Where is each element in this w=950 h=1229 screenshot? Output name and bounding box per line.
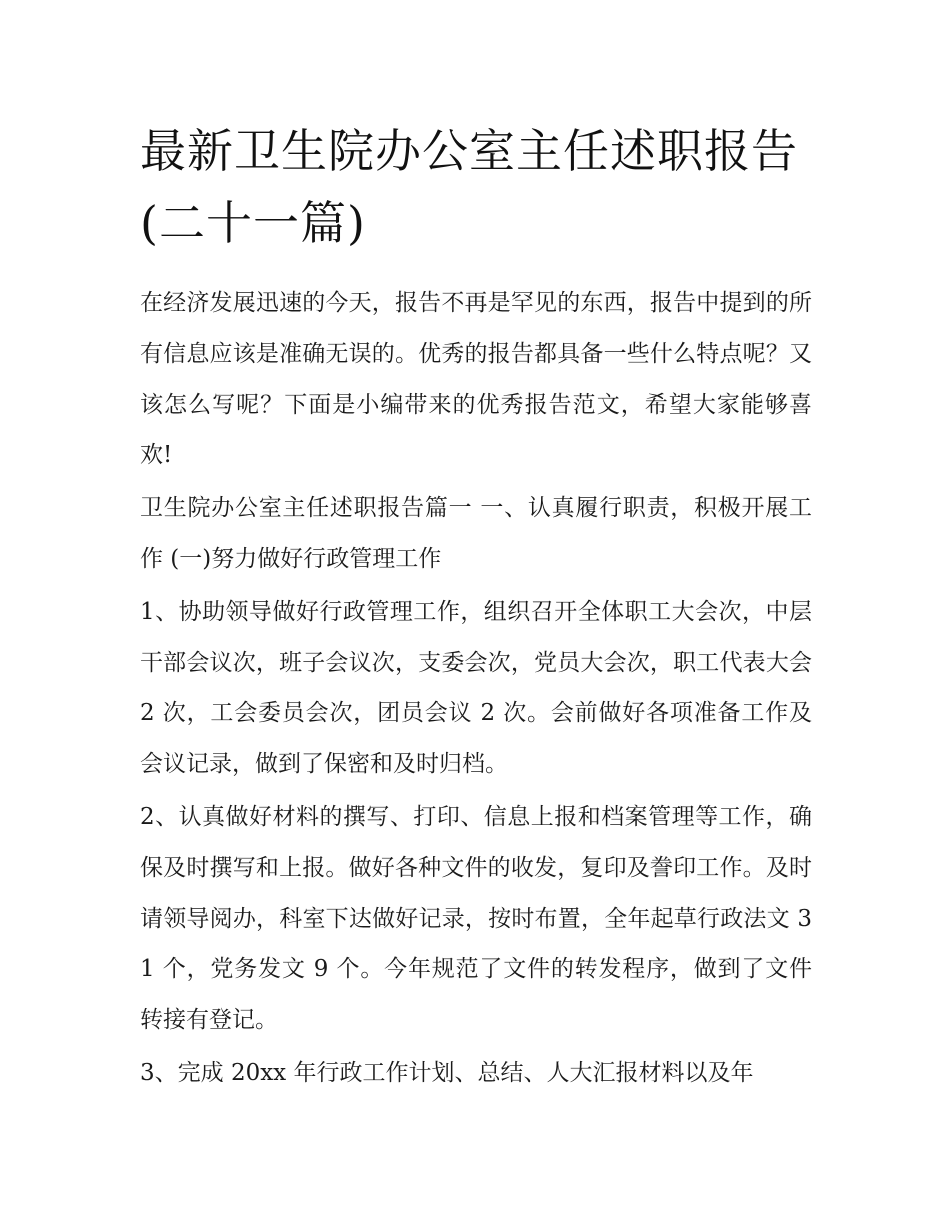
paragraph-section-heading: 卫生院办公室主任述职报告篇一 一、认真履行职责，积极开展工作 (一)努力做好行政管理工作 — [140, 495, 812, 572]
document-body — [140, 278, 812, 1101]
paragraph-intro: 在经济发展迅速的今天，报告不再是罕见的东西，报告中提到的所有信息应该是准确无误的。优秀的报告都具备一些什么特点呢？又该怎么写呢？下面是小编带来的优秀报告范文，希望大家能够喜欢! — [140, 290, 812, 469]
page-title: 最新卫生院办公室主任述职报告(二十一篇) — [140, 124, 798, 250]
paragraph-item-3: 3、完成 20xx 年行政工作计划、总结、人大汇报材料以及年 — [140, 1059, 754, 1086]
paragraph-item-2: 2、认真做好材料的撰写、打印、信息上报和档案管理等工作，确保及时撰写和上报。做好各种文件的收发，复印及誊印工作。及时请领导阅办，科室下达做好记录，按时布置，全年起草行政法文 31 个，党务发文 9 个。今年规范了文件的转发程序，做到了文件转接有登记。 — [140, 803, 812, 1034]
paragraph-item-1: 1、协助领导做好行政管理工作，组织召开全体职工大会次，中层干部会议次，班子会议次，支委会次，党员大会次，职工代表大会 2 次，工会委员会次，团员会议 2 次。会前做好各项准备工作及会议记录，做到了保密和及时归档。 — [140, 598, 812, 778]
